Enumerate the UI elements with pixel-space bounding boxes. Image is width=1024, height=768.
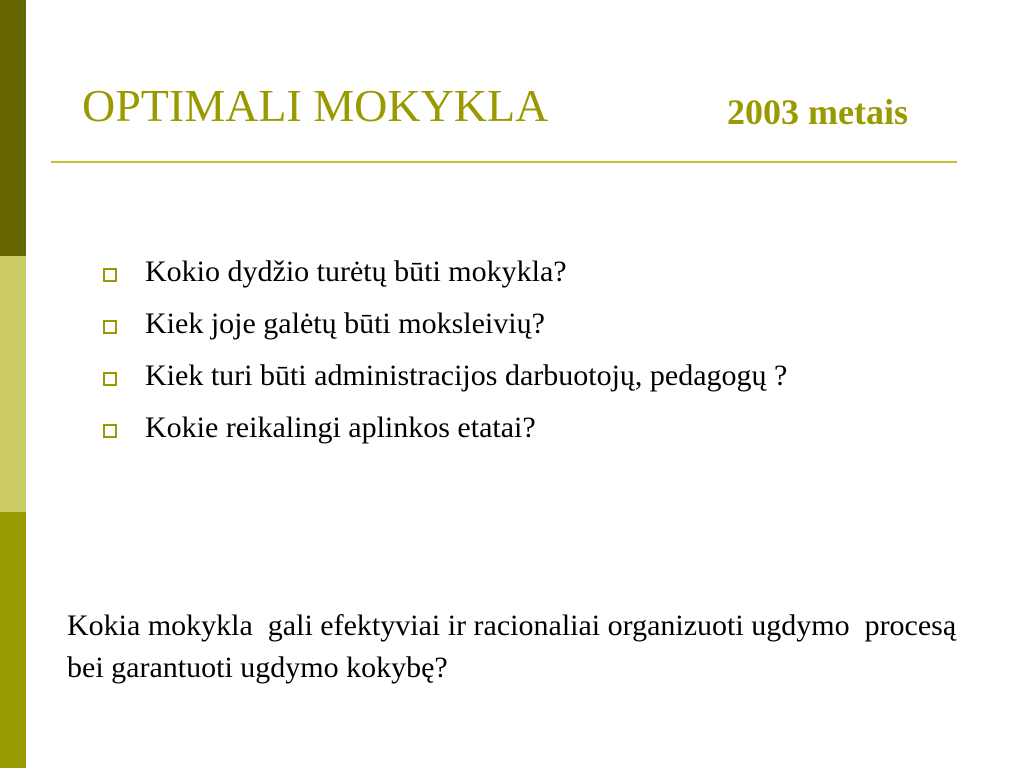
- hollow-square-icon: [103, 268, 117, 282]
- side-bar-top: [0, 0, 26, 256]
- bullet-item: [100, 252, 860, 292]
- bullet-item: [100, 408, 860, 448]
- closing-question: Kokia mokykla gali efektyviai ir racionaliai organizuoti ugdymo procesą bei garantuoti ugdymo kokybę?: [67, 609, 972, 684]
- slide-subtitle: 2003 metais: [727, 92, 908, 132]
- hollow-square-icon: [103, 320, 117, 334]
- bullet-item: [100, 304, 860, 344]
- bullet-list: [100, 252, 860, 460]
- bullet-text: Kokie reikalingi aplinkos etatai?: [145, 411, 536, 444]
- title-row: [82, 78, 962, 148]
- bullet-text: Kokio dydžio turėtų būti mokykla?: [145, 255, 567, 288]
- hollow-square-icon: [103, 372, 117, 386]
- side-bar-middle: [0, 256, 26, 512]
- bullet-item: [100, 356, 860, 396]
- title-divider: [51, 161, 957, 163]
- slide-title: OPTIMALI MOKYKLA: [82, 80, 549, 131]
- hollow-square-icon: [103, 424, 117, 438]
- bullet-text: Kiek joje galėtų būti moksleivių?: [145, 307, 545, 340]
- side-bar-bottom: [0, 512, 26, 768]
- bullet-text: Kiek turi būti administracijos darbuotojų, pedagogų ?: [145, 359, 788, 392]
